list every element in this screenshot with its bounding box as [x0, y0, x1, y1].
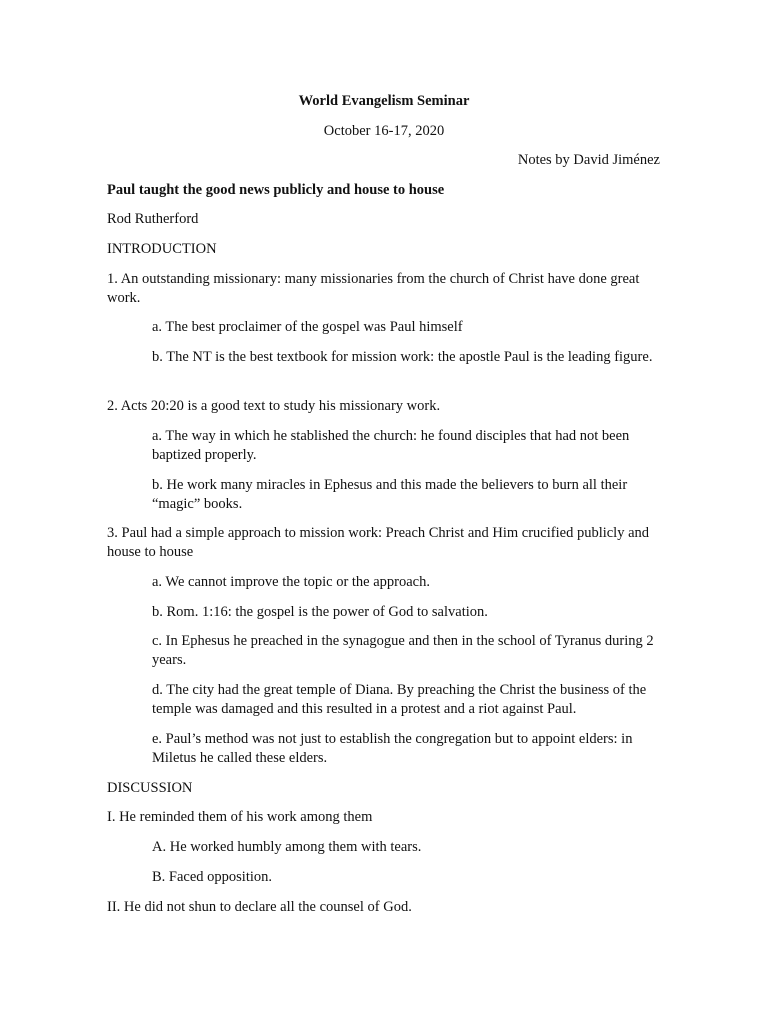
speaker-name: Rod Rutherford — [107, 211, 199, 227]
intro-point-3d: d. The city had the great temple of Diana. By preaching the Christ the business of the temple was damaged and this resulted in a protest and a riot against Paul. — [152, 682, 647, 717]
intro-point-3b: b. Rom. 1:16: the gospel is the power of God to salvation. — [152, 604, 488, 620]
intro-point-1b: b. The NT is the best textbook for mission work: the apostle Paul is the leading figure. — [152, 349, 653, 365]
discussion-point-1: I. He reminded them of his work among them — [107, 809, 373, 825]
sermon-subject: Paul taught the good news publicly and house to house — [107, 182, 445, 198]
notes-author: Notes by David Jiménez — [517, 152, 660, 168]
intro-point-3a: a. We cannot improve the topic or the approach. — [152, 574, 430, 590]
discussion-heading: DISCUSSION — [107, 780, 193, 796]
document-title: World Evangelism Seminar — [298, 93, 470, 109]
intro-point-3c: c. In Ephesus he preached in the synagogue and then in the school of Tyranus during 2 years. — [152, 633, 654, 668]
document-date: October 16-17, 2020 — [323, 123, 445, 139]
discussion-point-1a: A. He worked humbly among them with tears. — [152, 839, 422, 855]
introduction-heading: INTRODUCTION — [107, 241, 217, 257]
intro-point-2: 2. Acts 20:20 is a good text to study his missionary work. — [107, 398, 441, 414]
discussion-point-1b: B. Faced opposition. — [152, 869, 273, 885]
intro-point-2b: b. He work many miracles in Ephesus and this made the believers to burn all their “magic” books. — [152, 477, 628, 512]
intro-point-1a: a. The best proclaimer of the gospel was Paul himself — [152, 319, 463, 335]
intro-point-1: 1. An outstanding missionary: many missionaries from the church of Christ have done great work. — [107, 271, 640, 306]
intro-point-2a: a. The way in which he stablished the church: he found disciples that had not been baptized properly. — [152, 428, 630, 463]
discussion-point-2: II. He did not shun to declare all the counsel of God. — [107, 899, 412, 915]
intro-point-3: 3. Paul had a simple approach to mission work: Preach Christ and Him crucified publicly and house to house — [107, 525, 650, 560]
intro-point-3e: e. Paul’s method was not just to establish the congregation but to appoint elders: in Miletus he called these elders. — [152, 731, 633, 766]
